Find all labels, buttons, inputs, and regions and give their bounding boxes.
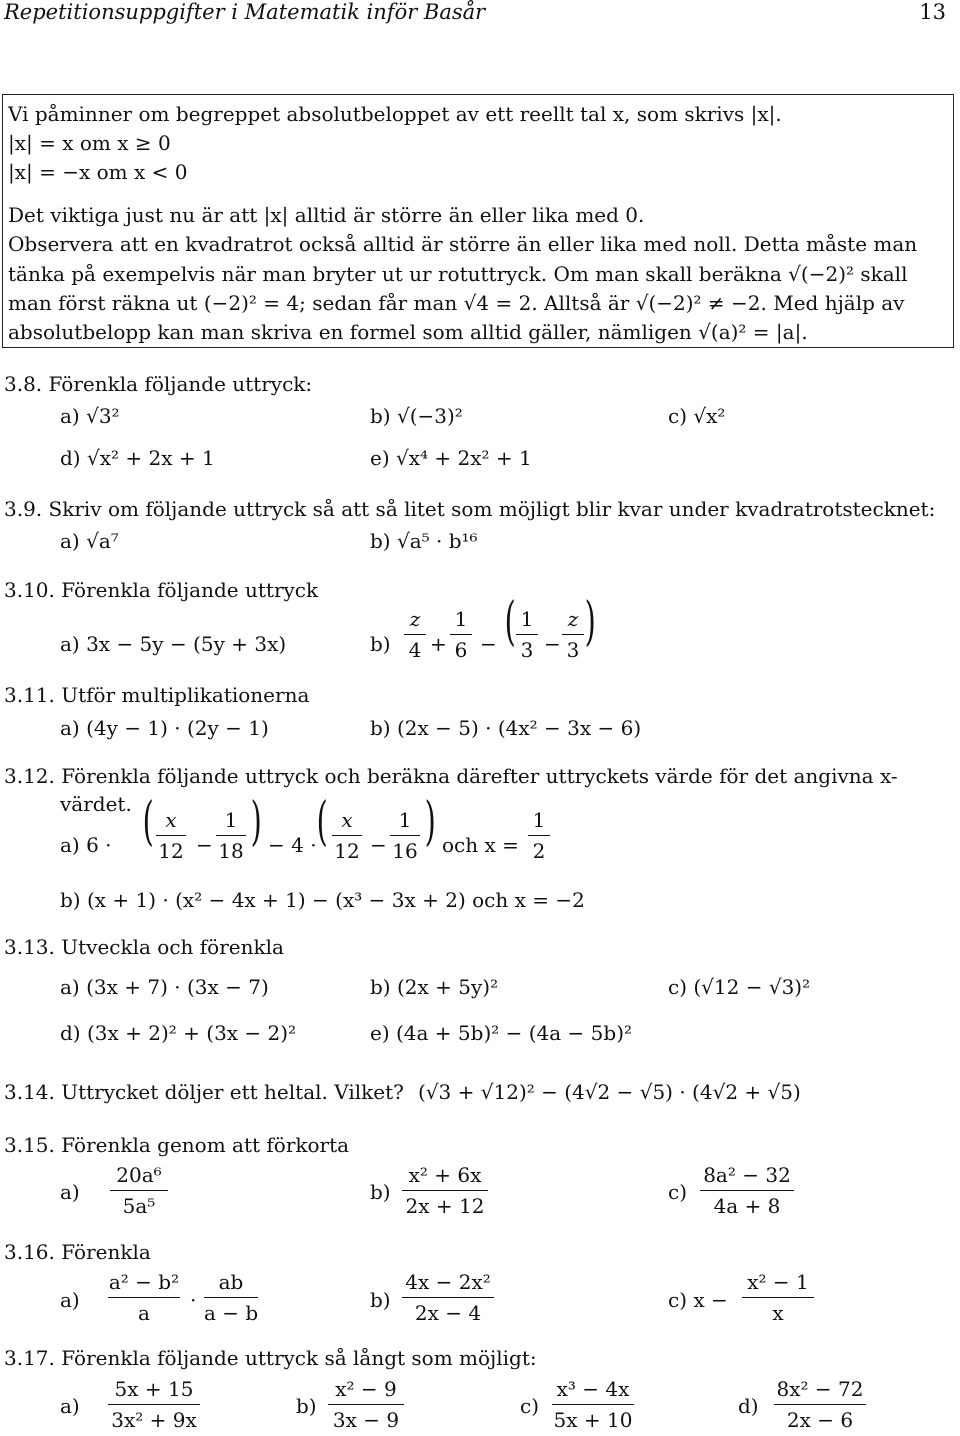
right-paren: )	[424, 792, 436, 852]
fraction: ab a − b	[204, 1270, 259, 1325]
problem-3-11-title: 3.11. Utför multiplikationerna	[4, 683, 310, 707]
problem-3-13-b: b) (2x + 5y)²	[370, 975, 499, 999]
running-header-title: Repetitionsuppgifter i Matematik inför Basår	[4, 0, 486, 24]
problem-3-12-a-label: a) 6 ·	[60, 833, 112, 857]
problem-3-17-c-label: c)	[520, 1394, 540, 1418]
fraction: x² − 9 3x − 9	[328, 1377, 404, 1432]
note-line-1: Vi påminner om begreppet absolutbeloppet av ett reellt tal x, som skrivs |x|.	[8, 102, 782, 126]
fraction: 1 6	[450, 607, 472, 662]
problem-3-9-b: b) √a⁵ · b¹⁶	[370, 529, 478, 553]
fraction: 4x − 2x² 2x − 4	[402, 1270, 494, 1325]
problem-3-13-d: d) (3x + 2)² + (3x − 2)²	[60, 1021, 297, 1045]
problem-3-8-a: a) √3²	[60, 404, 120, 428]
problem-3-17-title: 3.17. Förenkla följande uttryck så långt som möjligt:	[4, 1346, 537, 1370]
problem-3-8-b: b) √(−3)²	[370, 404, 463, 428]
problem-3-13-e: e) (4a + 5b)² − (4a − 5b)²	[370, 1021, 633, 1045]
note-paragraph-line-2: Observera att en kvadratrot också alltid är större än eller lika med noll. Detta måste man	[8, 232, 918, 256]
left-paren: (	[504, 592, 516, 652]
fraction: a² − b² a	[108, 1270, 180, 1325]
problem-3-11-a: a) (4y − 1) · (2y − 1)	[60, 716, 269, 740]
problem-3-16-title: 3.16. Förenkla	[4, 1240, 151, 1264]
problem-3-13-a: a) (3x + 7) · (3x − 7)	[60, 975, 269, 999]
problem-3-10-title: 3.10. Förenkla följande uttryck	[4, 578, 319, 602]
fraction: 5x + 15 3x² + 9x	[108, 1377, 200, 1432]
fraction: z 3	[562, 607, 584, 662]
problem-3-17-d-label: d)	[738, 1394, 759, 1418]
problem-3-15-c-label: c)	[668, 1180, 688, 1204]
fraction: x 12	[156, 808, 186, 863]
problem-3-8-c: c) √x²	[668, 404, 726, 428]
fraction: 1 16	[390, 808, 420, 863]
fraction: x² − 1 x	[742, 1270, 814, 1325]
problem-3-15-a-label: a)	[60, 1180, 80, 1204]
problem-3-14-expression: (√3 + √12)² − (4√2 − √5) · (4√2 + √5)	[418, 1080, 801, 1104]
page-number: 13	[919, 0, 946, 24]
problem-3-13-title: 3.13. Utveckla och förenkla	[4, 935, 284, 959]
fraction: x³ − 4x 5x + 10	[553, 1377, 633, 1432]
problem-3-8-title: 3.8. Förenkla följande uttryck:	[4, 372, 313, 396]
fraction: 1 3	[516, 607, 538, 662]
problem-3-11-b: b) (2x − 5) · (4x² − 3x − 6)	[370, 716, 642, 740]
note-paragraph-line-3: tänka på exempelvis när man bryter ut ur rotuttryck. Om man skall beräkna √(−2)² skall	[8, 262, 908, 286]
left-paren: (	[316, 792, 328, 852]
problem-3-16-c-label: c) x −	[668, 1288, 728, 1312]
problem-3-10-b-label: b)	[370, 632, 391, 656]
fraction: z 4	[404, 607, 426, 662]
fraction: 20a⁶ 5a⁵	[110, 1163, 168, 1218]
problem-3-8-e: e) √x⁴ + 2x² + 1	[370, 446, 532, 470]
fraction: x² + 6x 2x + 12	[402, 1163, 488, 1218]
fraction: 1 18	[216, 808, 246, 863]
fraction: 1 2	[528, 808, 550, 863]
problem-3-14-title: 3.14. Uttrycket döljer ett heltal. Vilket?	[4, 1080, 404, 1104]
right-paren: )	[250, 792, 262, 852]
left-paren: (	[142, 792, 154, 852]
problem-3-9-a: a) √a⁷	[60, 529, 119, 553]
problem-3-12-b: b) (x + 1) · (x² − 4x + 1) − (x³ − 3x + 2) och x = −2	[60, 888, 585, 912]
problem-3-16-a-label: a)	[60, 1288, 80, 1312]
note-paragraph-line-1: Det viktiga just nu är att |x| alltid är större än eller lika med 0.	[8, 203, 645, 227]
problem-3-17-a-label: a)	[60, 1394, 80, 1418]
problem-3-12-title-cont: värdet.	[60, 792, 132, 816]
note-definition-1: |x| = x om x ≥ 0	[8, 131, 171, 155]
note-definition-2: |x| = −x om x < 0	[8, 160, 188, 184]
problem-3-17-b-label: b)	[296, 1394, 317, 1418]
problem-3-15-title: 3.15. Förenkla genom att förkorta	[4, 1133, 350, 1157]
problem-3-10-a: a) 3x − 5y − (5y + 3x)	[60, 632, 287, 656]
right-paren: )	[584, 592, 596, 652]
problem-3-16-b-label: b)	[370, 1288, 391, 1312]
problem-3-13-c: c) (√12 − √3)²	[668, 975, 811, 999]
note-paragraph-line-4: man först räkna ut (−2)² = 4; sedan får man √4 = 2. Alltså är √(−2)² ≠ −2. Med hjälp av	[8, 291, 905, 315]
problem-3-9-title: 3.9. Skriv om följande uttryck så att så litet som möjligt blir kvar under kvadratrotstecknet:	[4, 497, 936, 521]
note-paragraph-line-5: absolutbelopp kan man skriva en formel som alltid gäller, nämligen √(a)² = |a|.	[8, 320, 808, 344]
fraction: 8a² − 32 4a + 8	[700, 1163, 794, 1218]
fraction: x 12	[332, 808, 362, 863]
problem-3-15-b-label: b)	[370, 1180, 391, 1204]
problem-3-8-d: d) √x² + 2x + 1	[60, 446, 215, 470]
problem-3-12-title: 3.12. Förenkla följande uttryck och beräkna därefter uttryckets värde för det angivna x-	[4, 764, 898, 788]
fraction: 8x² − 72 2x − 6	[774, 1377, 866, 1432]
